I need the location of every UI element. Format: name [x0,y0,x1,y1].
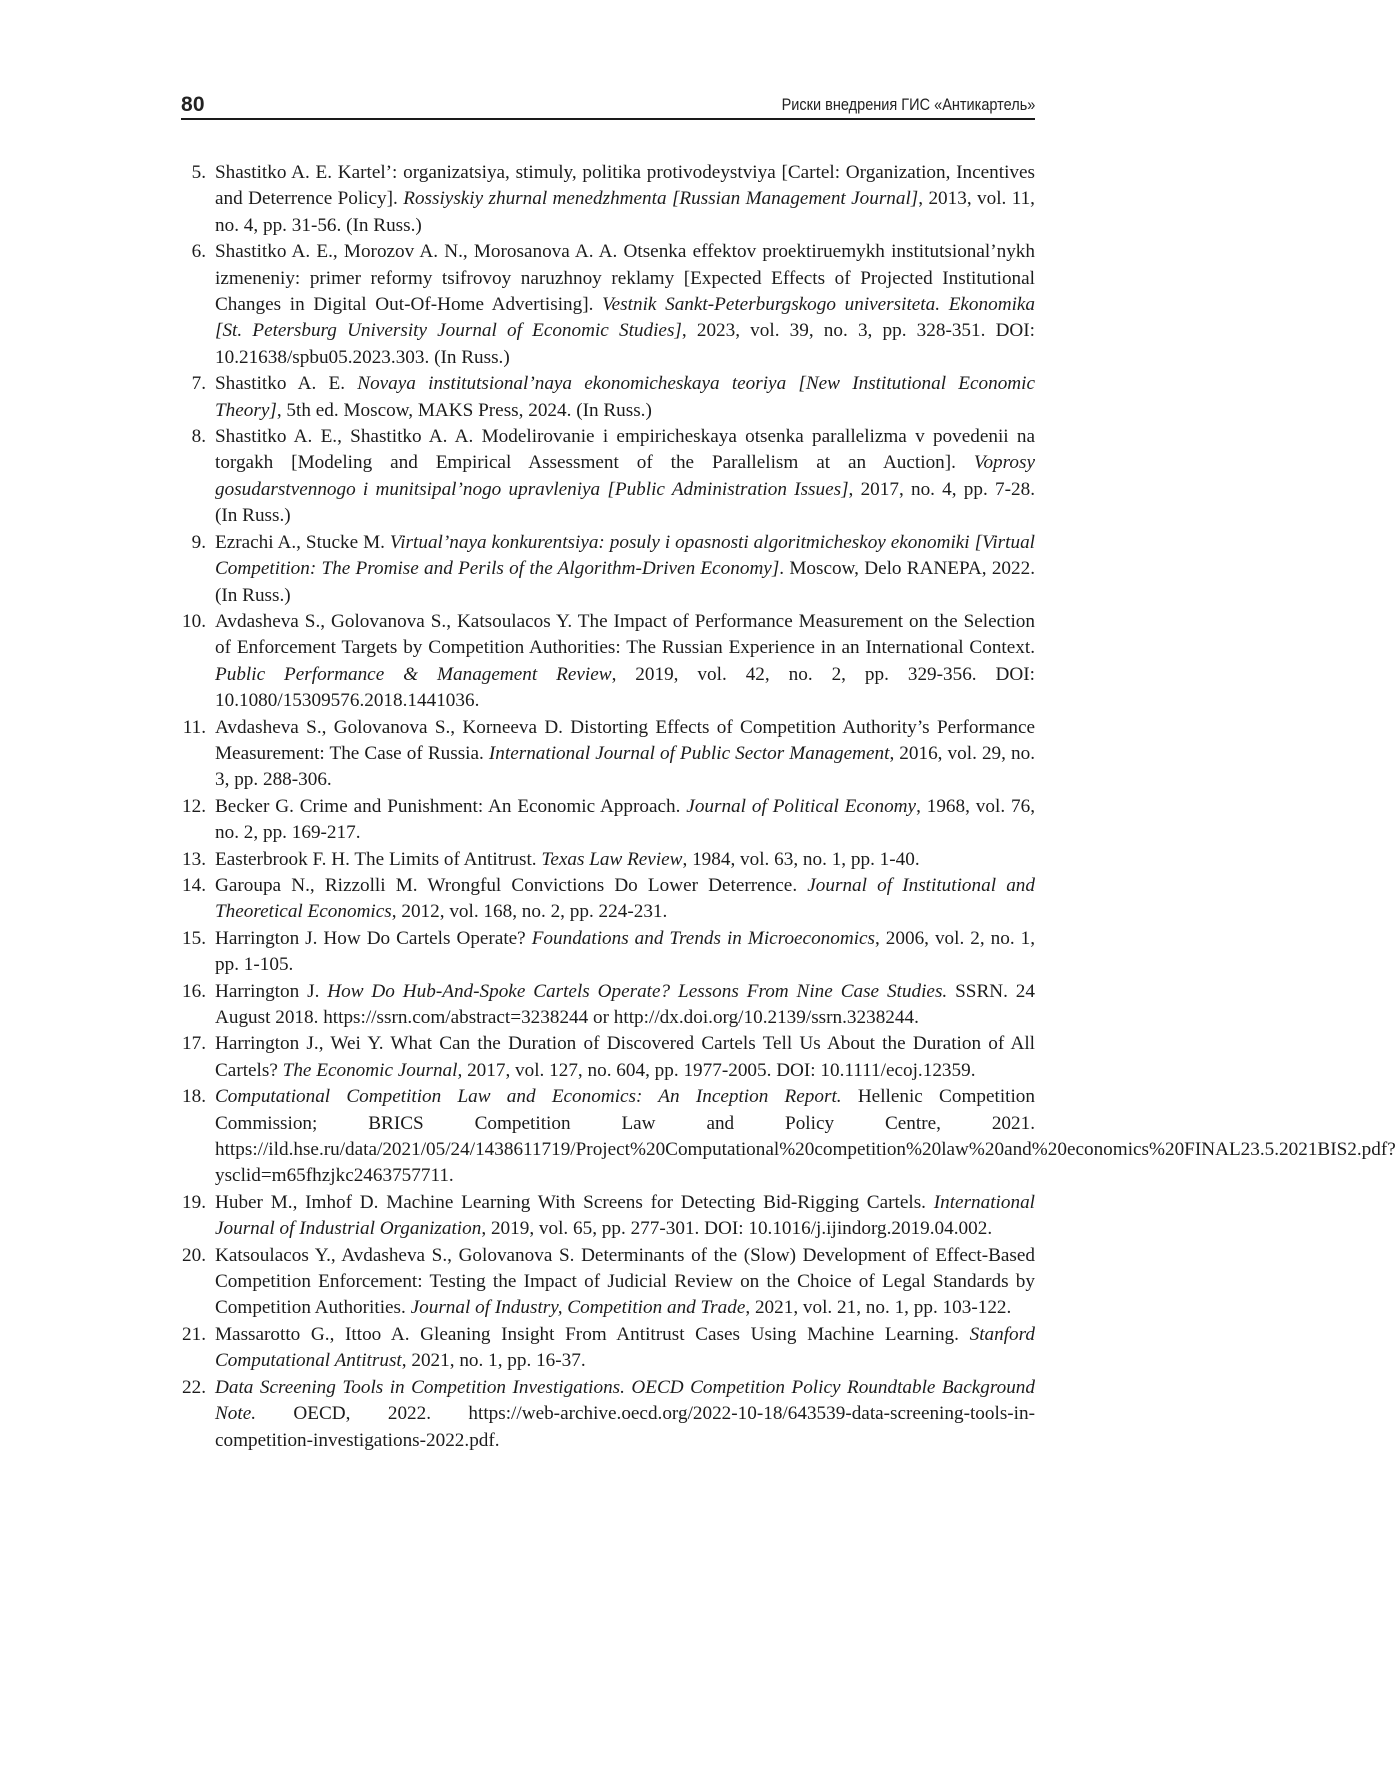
reference-text: Becker G. Crime and Punishment: An Economic Approach. [215,795,687,817]
reference-text: Ezrachi A., Stucke M. [215,531,390,553]
reference-source-title: Journal of Political Economy [686,795,917,817]
reference-text: , 1984, vol. 63, no. 1, pp. 1-40. [682,848,920,870]
reference-source-title: Stanford Computational Antitrust [215,1323,1035,1372]
reference-number: 7 . [174,371,206,397]
reference-source-title: Vestnik Sankt-Peterburgskogo universiteta. Ekonomika [St. Petersburg University Journal of Economic Studies] [215,294,1036,342]
reference-item [181,979,1035,1032]
reference-item [181,160,1035,239]
reference-text: Massarotto G., Ittoo A. Gleaning Insight From Antitrust Cases Using Machine Learning. [215,1323,970,1345]
reference-item [181,1190,1035,1243]
reference-text: , 2012, vol. 168, no. 2, pp. 224-231. [391,901,668,923]
reference-item [181,1375,1035,1454]
reference-text: , 5th ed. Moscow, MAKS Press, 2024. (In Russ.) [276,399,652,421]
reference-text: Shastitko A. E. [215,373,358,395]
reference-source-title: Rossiyskiy zhurnal menedzhmenta [Russian Management Journal] [403,188,919,210]
reference-number: 8 . [174,424,206,450]
page-header [181,90,1035,120]
reference-text: , 2017, no. 4, pp. 7-28. (In Russ.) [215,478,1035,527]
reference-text: Shastitko A. E. Kartel’: organizatsiya, stimuly, politika protivodeystviya [Cartel: Organization, Incentives and Deterrence Policy]. [215,162,1035,210]
reference-text: OECD, 2022. https://web-archive.oecd.org/2022-10-18/643539-data-screening-tools-in-competition-investigations-2022.pdf. [215,1403,1035,1451]
reference-text: . Moscow, Delo RANEPA, 2022. (In Russ.) [215,558,1035,606]
reference-text: Harrington J., Wei Y. What Can the Duration of Discovered Cartels Tell Us About the Duration of All Cartels? [215,1033,1035,1081]
reference-source-title: International Journal of Public Sector Management [488,742,890,764]
reference-item [181,873,1035,926]
reference-text: Shastitko A. E., Shastitko A. A. Modelirovanie i empiricheskaya otsenka parallelizma v povedenii na torgakh [Modeling and Empirical Assessment of the Parallelism at an Auction]. [215,426,1035,474]
reference-text: , 2006, vol. 2, no. 1, pp. 1-105. [215,927,1035,976]
reference-text: , 2019, vol. 42, no. 2, pp. 329-356. DOI: 10.1080/15309576.2018.1441036. [215,663,1035,712]
reference-number: 15 . [174,926,206,952]
reference-text: , 2013, vol. 11, no. 4, pp. 31-56. (In Russ.) [215,188,1035,236]
reference-text: Avdasheva S., Golovanova S., Korneeva D. Distorting Effects of Competition Authority’s Performance Measurement: The Case of Russia. [215,716,1035,764]
reference-text: 2017, vol. 127, no. 604, pp. 1977-2005. DOI: 10.1111/ecoj.12359. [462,1059,976,1081]
reference-text: , 2023, vol. 39, no. 3, pp. 328-351. DOI: 10.21638/spbu05.2023.303. (In Russ.) [215,320,1036,368]
reference-number: 13 . [174,847,206,873]
reference-item [181,847,1035,873]
reference-text: Shastitko A. E., Morozov A. N., Morosanova A. A. Otsenka effektov proektiruemykh institutsional’nykh izmeneniy: primer reformy tsifrovoy naruzhnoy reklamy [Expected Effects of Projected Institutional Changes in Digital Out-Of-Home Advertising]. [215,241,1035,316]
reference-item [181,239,1035,371]
reference-source-title: Novaya institutsional’naya ekonomicheskaya teoriya [New Institutional Economic Theory] [215,373,1035,421]
reference-list [181,160,1396,1454]
running-title: Риски внедрения ГИС «Антикартель» [781,96,1035,114]
reference-source-title: Journal of Industry, Competition and Trade [410,1297,746,1319]
reference-number: 12 . [174,794,206,820]
reference-item [181,1243,1035,1322]
reference-number: 11 . [174,715,206,741]
reference-number: 9 . [174,530,206,556]
reference-source-title: Foundations and Trends in Microeconomics [531,927,876,949]
reference-item [181,715,1035,794]
reference-source-title: Voprosy gosudarstvennogo i munitsipal’nogo upravleniya [Public Administration Issues] [215,452,1035,500]
reference-source-title: How Do Hub-And-Spoke Cartels Operate? Lessons From Nine Case Studies. [327,980,948,1002]
reference-item [181,1084,1396,1190]
reference-number: 20 . [174,1243,206,1269]
reference-number: 22 . [174,1375,206,1401]
reference-item [181,1322,1035,1375]
reference-text: Avdasheva S., Golovanova S., Katsoulacos Y. The Impact of Performance Measurement on the Selection of Enforcement Targets by Competition Authorities: The Russian Experience in an International Context. [215,610,1035,659]
reference-text: , 2021, no. 1, pp. 16-37. [401,1350,586,1372]
reference-source-title: International Journal of Industrial Organization [215,1191,1035,1240]
reference-number: 21 . [174,1322,206,1348]
reference-item [181,794,1035,847]
reference-source-title: Journal of Institutional and Theoretical Economics [215,874,1035,923]
reference-item [181,424,1035,530]
reference-number: 10 . [174,609,206,635]
reference-text: Hellenic Competition Commission; BRICS Competition Law and Policy Centre, 2021. https://ild.hse.ru/data/2021/05/24/1438611719/Project%20Computational%20competition%20law%20and%20economics%20FINAL23.5.2021BIS2.pdf?ysclid=m65fhzjkc2463757711. [215,1086,1396,1187]
reference-text: Garoupa N., Rizzolli M. Wrongful Convictions Do Lower Deterrence. [215,874,808,896]
reference-item [181,609,1035,715]
reference-text: Huber M., Imhof D. Machine Learning With Screens for Detecting Bid-Rigging Cartels. [215,1191,934,1213]
page-number: 80 [181,93,205,116]
reference-number: 16 . [174,979,206,1005]
reference-source-title: Data Screening Tools in Competition Investigations. OECD Competition Policy Roundtable Background Note. [215,1376,1035,1425]
reference-text: Harrington J. [215,980,328,1002]
reference-text: Katsoulacos Y., Avdasheva S., Golovanova S. Determinants of the (Slow) Development of Effect-Based Competition Enforcement: Testing the Impact of Judicial Review on the Choice of Legal Standards by Competition Authorities. [215,1244,1035,1319]
reference-source-title: Computational Competition Law and Economics: An Inception Report. [215,1086,842,1108]
reference-text: , 2016, vol. 29, no. 3, pp. 288-306. [215,742,1035,791]
reference-number: 18 . [174,1084,206,1110]
reference-item [181,530,1035,609]
reference-item [181,1031,1035,1084]
reference-number: 5 . [174,160,206,186]
reference-text: , 2021, vol. 21, no. 1, pp. 103-122. [745,1297,1012,1319]
reference-text: , 2019, vol. 65, pp. 277-301. DOI: 10.1016/j.ijindorg.2019.04.002. [481,1218,993,1240]
reference-source-title: Virtual’naya konkurentsiya: posuly i opasnosti algoritmicheskoy ekonomiki [Virtual Competition: The Promise and Perils of the Algorithm-Driven Economy] [215,531,1035,580]
reference-text: SSRN. 24 August 2018. https://ssrn.com/abstract=3238244 or http://dx.doi.org/10.2139/ssrn.3238244. [215,980,1035,1028]
reference-source-title: The Economic Journal, [282,1059,463,1081]
reference-item [181,371,1035,424]
reference-number: 14 . [174,873,206,899]
reference-number: 19 . [174,1190,206,1216]
reference-number: 6 . [174,239,206,265]
reference-source-title: Texas Law Review [541,848,683,870]
reference-text: Easterbrook F. H. The Limits of Antitrust. [215,848,542,870]
reference-number: 17 . [174,1031,206,1057]
reference-text: , 1968, vol. 76, no. 2, pp. 169-217. [215,795,1035,844]
reference-text: Harrington J. How Do Cartels Operate? [215,927,532,949]
reference-item [181,926,1035,979]
reference-source-title: Public Performance & Management Review [215,663,612,685]
